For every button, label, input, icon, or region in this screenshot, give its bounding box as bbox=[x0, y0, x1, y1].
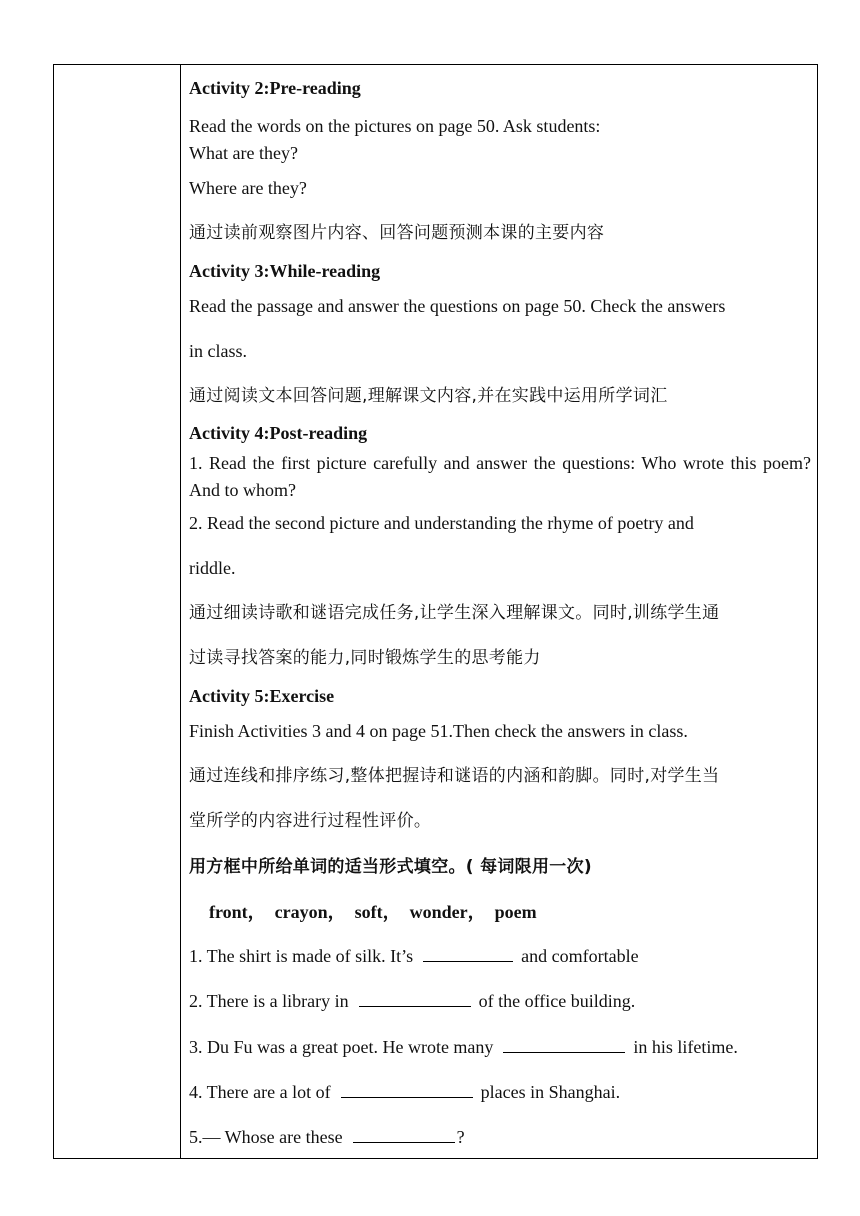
exercise-item-3 bbox=[189, 1036, 738, 1058]
activity4-heading: Activity 4:Post-reading bbox=[189, 423, 368, 443]
column-divider bbox=[180, 64, 181, 1159]
activity5-note-line2: 堂所学的内容进行过程性评价。 bbox=[189, 811, 432, 831]
item-2-text-after: of the office building. bbox=[478, 991, 636, 1011]
activity4-note-line1: 通过细读诗歌和谜语完成任务,让学生深入理解课文。同时,训练学生通 bbox=[189, 603, 720, 623]
item-4-text-after: places in Shanghai. bbox=[480, 1082, 621, 1102]
activity4-item-1: 1. Read the first picture carefully and answer the questions: Who wrote this poem? And to whom? bbox=[189, 453, 811, 500]
activity5-note-line1: 通过连线和排序练习,整体把握诗和谜语的内涵和韵脚。同时,对学生当 bbox=[189, 766, 720, 786]
activity4-note-line2: 过读寻找答案的能力,同时锻炼学生的思考能力 bbox=[189, 648, 541, 668]
activity2-note: 通过读前观察图片内容、回答问题预测本课的主要内容 bbox=[189, 223, 605, 243]
item-4-blank bbox=[341, 1081, 473, 1098]
exercise-item-1 bbox=[189, 945, 639, 967]
exercise-item-5 bbox=[189, 1126, 465, 1148]
item-3-text-after: in his lifetime. bbox=[633, 1037, 738, 1057]
activity3-heading: Activity 3:While-reading bbox=[189, 261, 381, 281]
item-5-text-after: ? bbox=[456, 1127, 465, 1147]
activity3-instruction-line2: in class. bbox=[189, 341, 247, 361]
activity2-heading: Activity 2:Pre-reading bbox=[189, 78, 361, 98]
activity5-instruction: Finish Activities 3 and 4 on page 51.Then check the answers in class. bbox=[189, 721, 688, 741]
exercise-item-4 bbox=[189, 1081, 620, 1103]
exercise-instruction: 用方框中所给单词的适当形式填空。( 每词限用一次) bbox=[189, 857, 592, 877]
item-5-text-before: 5.— Whose are these bbox=[189, 1127, 343, 1147]
item-2-blank bbox=[359, 990, 471, 1007]
activity3-instruction-line1: Read the passage and answer the questions on page 50. Check the answers bbox=[189, 296, 726, 316]
item-3-blank bbox=[503, 1036, 625, 1053]
activity5-heading: Activity 5:Exercise bbox=[189, 686, 335, 706]
activity4-item-2-line1: 2. Read the second picture and understanding the rhyme of poetry and bbox=[189, 513, 694, 533]
item-1-text-before: 1. The shirt is made of silk. It’s bbox=[189, 946, 414, 966]
item-1-blank bbox=[423, 945, 513, 962]
item-5-blank bbox=[353, 1126, 455, 1143]
item-2-text-before: 2. There is a library in bbox=[189, 991, 349, 1011]
activity4-item-2-line2: riddle. bbox=[189, 558, 236, 578]
activity2-question-1: What are they? bbox=[189, 143, 298, 163]
item-3-text-before: 3. Du Fu was a great poet. He wrote many bbox=[189, 1037, 494, 1057]
activity2-instruction: Read the words on the pictures on page 50. Ask students: bbox=[189, 116, 601, 136]
word-box: front， crayon， soft， wonder， poem bbox=[209, 902, 537, 922]
activity2-question-2: Where are they? bbox=[189, 178, 307, 198]
activity3-note: 通过阅读文本回答问题,理解课文内容,并在实践中运用所学词汇 bbox=[189, 386, 668, 406]
item-1-text-after: and comfortable bbox=[521, 946, 639, 966]
item-4-text-before: 4. There are a lot of bbox=[189, 1082, 331, 1102]
exercise-item-2 bbox=[189, 990, 635, 1012]
